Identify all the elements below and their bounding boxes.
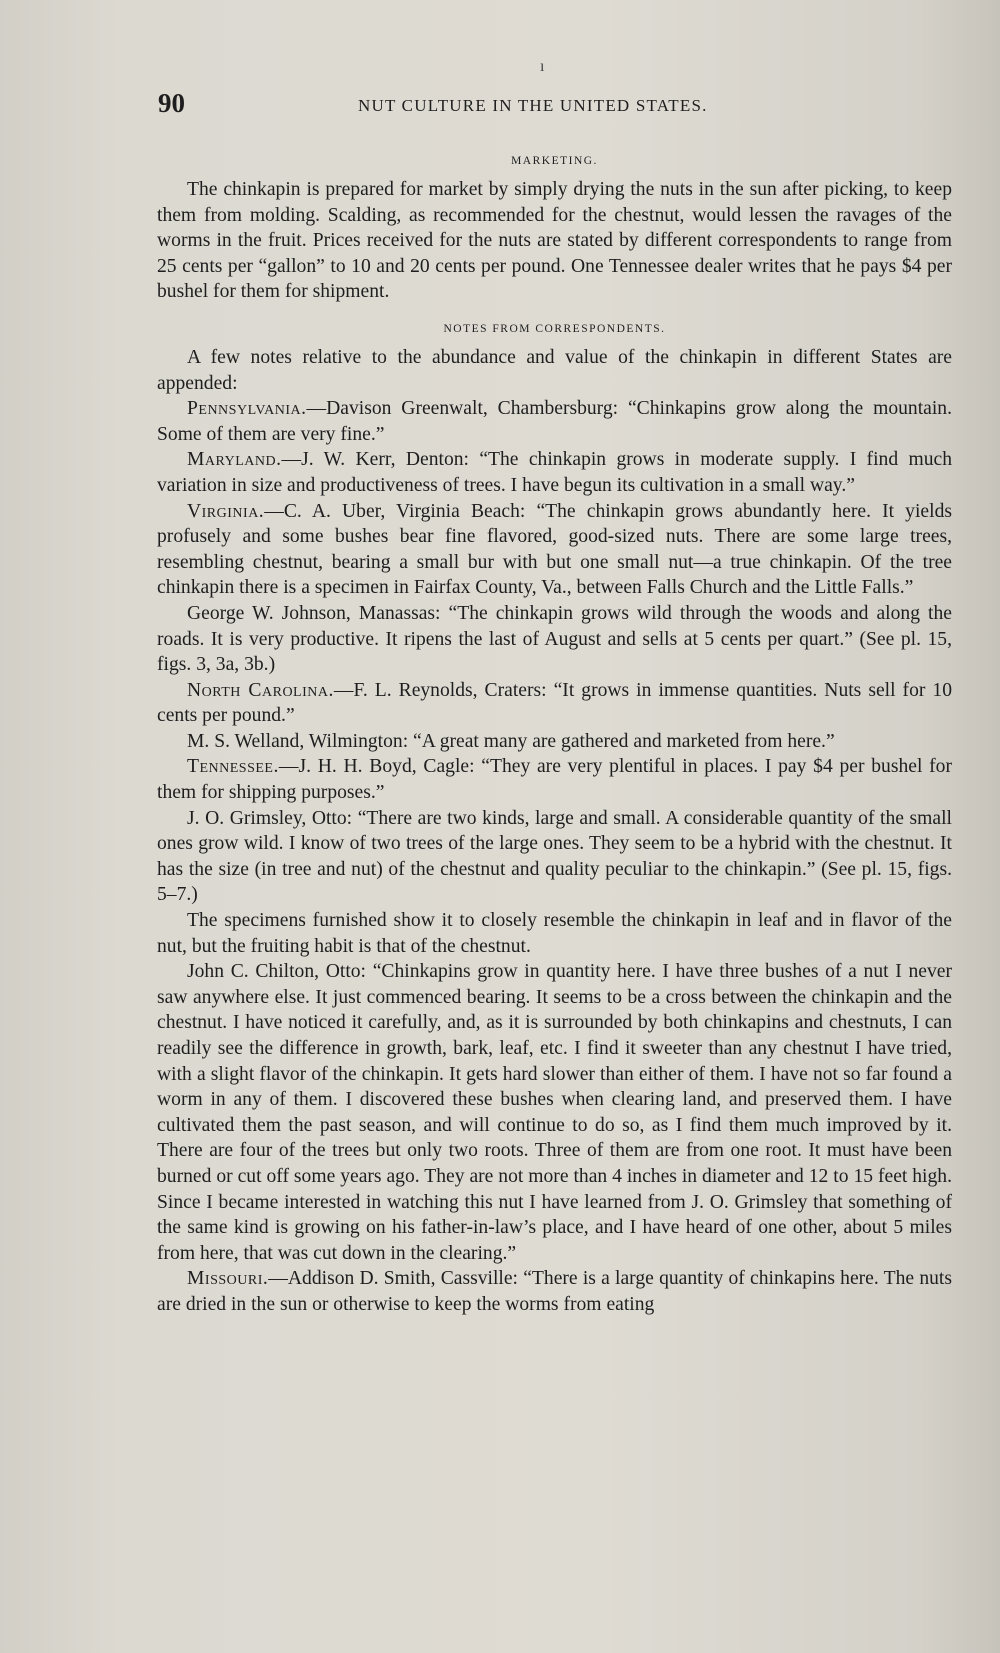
state-name: Missouri. — [187, 1268, 269, 1290]
note-entry — [157, 678, 952, 729]
state-name: Pennsylvania. — [187, 398, 307, 420]
note-entry — [157, 959, 952, 1266]
page-number: 90 — [158, 88, 185, 118]
page-content — [157, 155, 952, 1318]
note-text: —Addison D. Smith, Cassville: “There is a large quantity of chinkapins here. The nuts are dried in the sun or otherwise to keep the worms from eating — [157, 1268, 952, 1315]
state-name: North Carolina. — [187, 679, 334, 701]
notes-intro-paragraph: A few notes relative to the abundance and value of the chinkapin in different States are appended: — [157, 346, 952, 394]
note-entry — [157, 1266, 952, 1317]
note-entry — [157, 729, 952, 755]
page-mark: ı — [540, 58, 545, 75]
section-heading-notes: NOTES FROM CORRESPONDENTS. — [443, 322, 666, 335]
note-text: —F. L. Reynolds, Craters: “It grows in immense quantities. Nuts sell for 10 cents per pound.” — [157, 679, 953, 727]
note-entry — [157, 396, 952, 447]
note-text: The specimens furnished show it to closely resemble the chinkapin in leaf and in flavor of the nut, but the fruiting habit is that of the chestnut. — [157, 910, 952, 957]
note-entry — [157, 908, 952, 959]
note-text: —J. H. H. Boyd, Cagle: “They are very plentiful in places. I pay $4 per bushel for them for shipping purposes.” — [157, 756, 952, 804]
note-text: George W. Johnson, Manassas: “The chinkapin grows wild through the woods and along the roads. It is very productive. It ripens the last of August and sells at 5 cents per quart.” (See pl. 15, figs. 3, 3a, 3b.) — [157, 602, 952, 676]
note-entry — [157, 447, 952, 498]
note-text: —J. W. Kerr, Denton: “The chinkapin grows in moderate supply. I find much variation in size and productiveness of trees. I have begun its cultivation in a small way.” — [157, 449, 952, 496]
marketing-paragraph: The chinkapin is prepared for market by simply drying the nuts in the sun after picking, to keep them from molding. Scalding, as recommended for the chestnut, would lessen the ravages of the worms in the fruit. Prices received for the nuts are stated by different correspondents to range from 25 cents per “gallon” to 10 and 20 cents per pound. One Tennessee dealer writes that he pays $4 per bushel for them for shipment. — [157, 179, 952, 303]
note-text: —C. A. Uber, Virginia Beach: “The chinkapin grows abundantly here. It yields profusely and some bushes bear fine flavored, good-sized nuts. There are some large trees, resembling chestnut, bearing a small bur with but one small nut—a true chinkapin. Of the tree chinkapin there is a specimen in Fairfax County, Va., between Falls Church and the Little Falls.” — [157, 500, 952, 599]
note-text: M. S. Welland, Wilmington: “A great many are gathered and marketed from here.” — [187, 730, 835, 752]
note-text: —Davison Greenwalt, Chambersburg: “Chinkapins grow along the mountain. Some of them are very fine.” — [157, 398, 952, 445]
note-entry — [157, 499, 952, 601]
state-name: Virginia. — [187, 500, 265, 522]
page-header — [158, 88, 953, 128]
note-entry — [157, 806, 952, 908]
note-entry — [157, 601, 952, 678]
note-text: J. O. Grimsley, Otto: “There are two kinds, large and small. A considerable quantity of the small ones grow wild. I know of two trees of the large ones. They seem to be a hybrid with the chestnut. It has the size (in tree and nut) of the chestnut and quality peculiar to the chinkapin.” (See pl. 15, figs. 5–7.) — [157, 807, 952, 906]
state-name: Maryland. — [187, 449, 282, 471]
note-text: John C. Chilton, Otto: “Chinkapins grow in quantity here. I have three bushes of a nut I never saw anywhere else. It just commenced bearing. It seems to be a cross between the chinkapin and the chestnut. I have noticed it carefully, and, as it is surrounded by both chinkapins and chestnuts, I can readily see the difference in growth, bark, leaf, etc. I find it sweeter than any chestnut I have tried, with a slight flavor of the chinkapin. It gets hard slower than either of them. I have not so far found a worm in any of them. I discovered these bushes when clearing land, and preserved them. I have cultivated them the past season, and will continue to do so, as I find them much improved by it. There are four of the trees but only two roots. Three of them are from one root. It must have been burned or cut off some years ago. They are not more than 4 inches in diameter and 12 to 15 feet high. Since I became interested in watching this nut I have learned from J. O. Grimsley that something of the same kind is growing on his father-in-law’s place, and I have heard of one other, about 5 miles from here, that was cut down in the clearing.” — [157, 961, 952, 1264]
state-name: Tennessee. — [187, 756, 279, 778]
note-entry — [157, 754, 952, 805]
running-head: NUT CULTURE IN THE UNITED STATES. — [358, 96, 708, 115]
section-heading-marketing: MARKETING. — [511, 155, 598, 167]
